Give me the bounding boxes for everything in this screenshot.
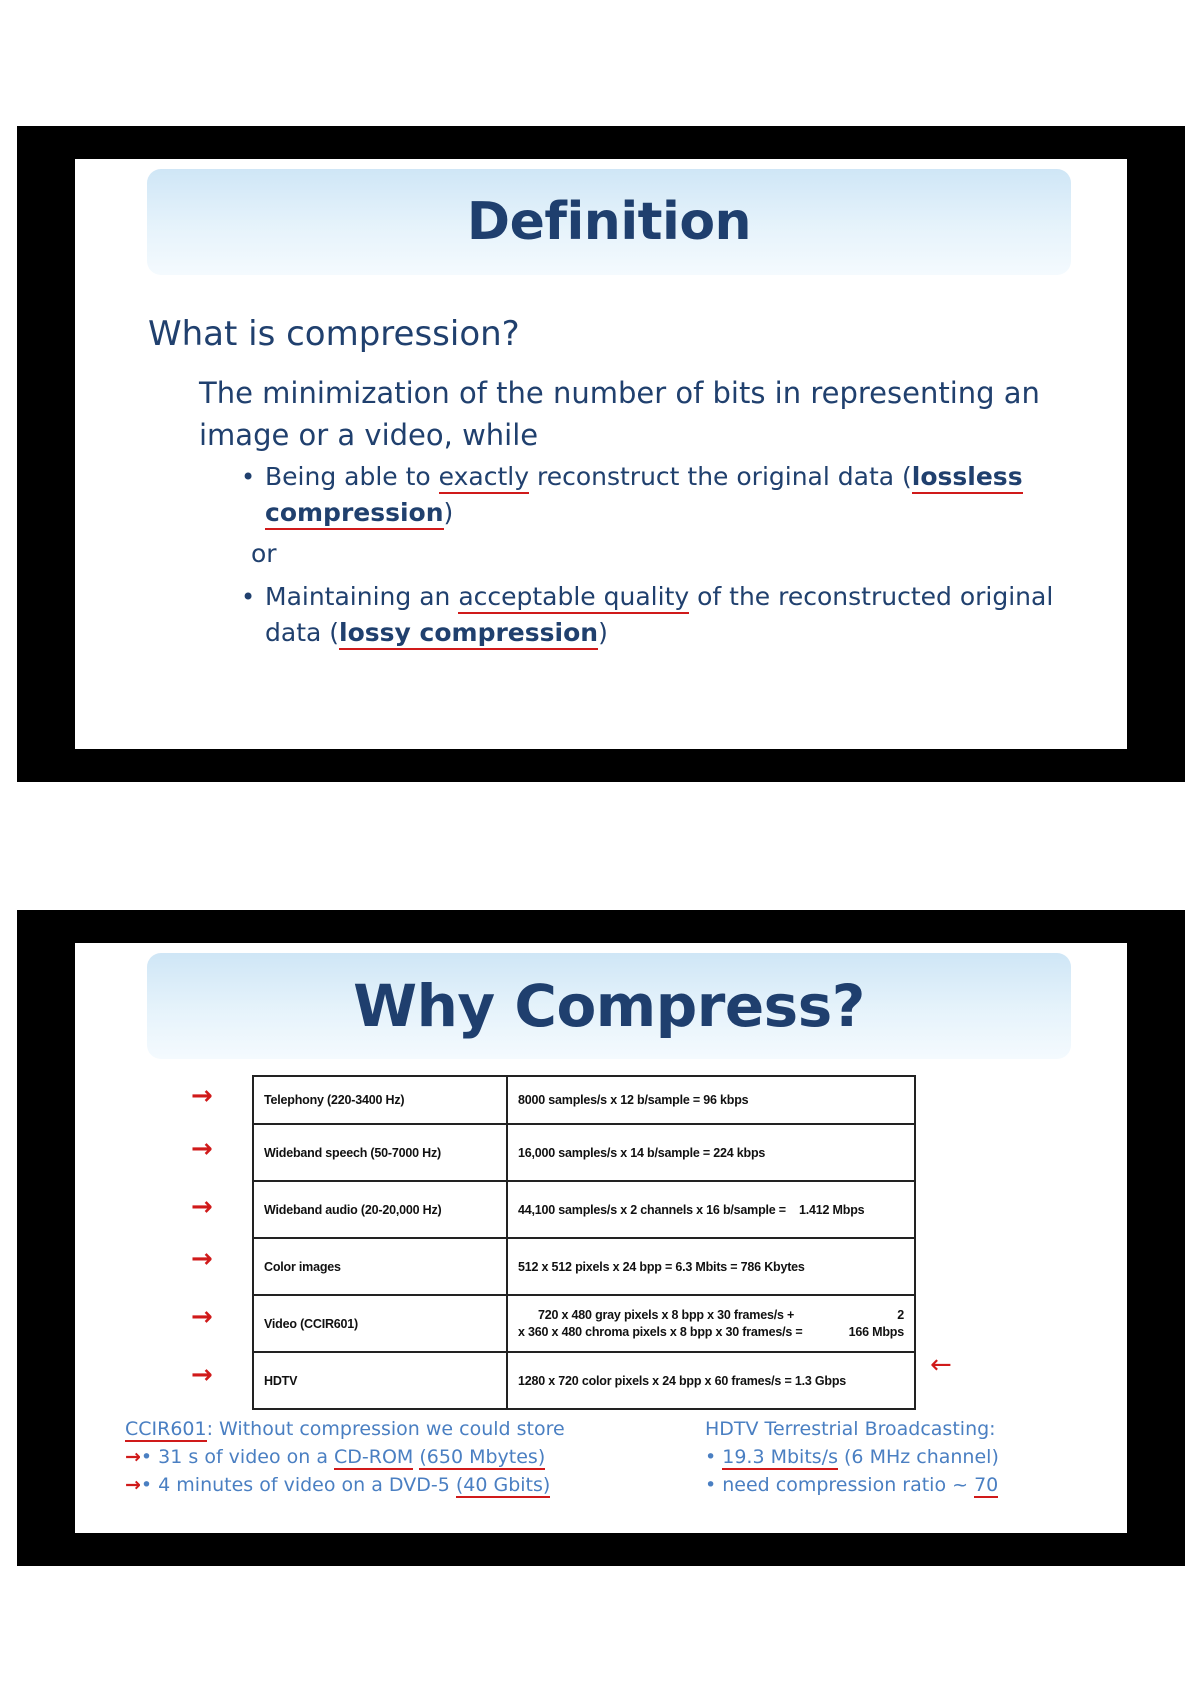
question-heading: What is compression? xyxy=(148,314,520,354)
bullet-text-underlined: acceptable quality xyxy=(458,582,689,614)
note-text: (6 MHz channel) xyxy=(837,1446,999,1468)
value-superscript: 2 xyxy=(897,1307,904,1322)
value-result: 166 Mbps xyxy=(848,1324,904,1339)
table-cell-value: 512 x 512 pixels x 24 bpp = 6.3 Mbits = 786 Kbytes xyxy=(507,1238,915,1295)
note-line xyxy=(705,1443,999,1471)
slide-frame-definition xyxy=(17,126,1185,782)
table-cell-value: 8000 samples/s x 12 b/sample = 96 kbps xyxy=(507,1076,915,1124)
table-row xyxy=(253,1238,915,1295)
note-text: • 4 minutes of video on a DVD-5 xyxy=(140,1474,456,1496)
note-line xyxy=(705,1471,999,1499)
bullet-dot: • xyxy=(241,583,256,611)
title-banner xyxy=(147,169,1071,275)
table-cell-label: Wideband speech (50-7000 Hz) xyxy=(253,1124,507,1181)
note-heading: HDTV Terrestrial Broadcasting: xyxy=(705,1418,996,1440)
value-line xyxy=(518,1307,904,1324)
bullet-line xyxy=(265,615,608,651)
bullet-text: reconstruct the original data ( xyxy=(529,462,912,491)
annotation-arrow: → xyxy=(191,1302,213,1332)
table-row xyxy=(253,1295,915,1352)
bullet-text: of the reconstructed original xyxy=(689,582,1054,611)
note-line xyxy=(125,1471,565,1499)
note-text-underlined: (40 Gbits) xyxy=(455,1474,551,1496)
annotation-arrow: → xyxy=(191,1081,213,1111)
note-text-underlined: CCIR601 xyxy=(125,1418,207,1440)
bullet-line xyxy=(265,459,1023,495)
table-cell-label: Wideband audio (20-20,000 Hz) xyxy=(253,1181,507,1238)
table-row xyxy=(253,1124,915,1181)
slide-why-compress xyxy=(75,943,1127,1533)
table-cell-value: 44,100 samples/s x 2 channels x 16 b/sample = 1.412 Mbps xyxy=(507,1181,915,1238)
bullet-text: Maintaining an xyxy=(265,582,459,611)
annotation-arrow: → xyxy=(125,1474,141,1496)
annotation-arrow: → xyxy=(191,1192,213,1222)
definition-line: image or a video, while xyxy=(199,418,539,452)
annotation-arrow: → xyxy=(191,1360,213,1390)
or-text: or xyxy=(251,539,277,568)
note-text-underlined: CD-ROM xyxy=(334,1446,414,1468)
bullet-text-bold: compression xyxy=(265,498,444,530)
bullet-line xyxy=(265,495,453,531)
table-cell-value: 16,000 samples/s x 14 b/sample = 224 kbps xyxy=(507,1124,915,1181)
slide-title: Why Compress? xyxy=(353,972,865,1040)
table-cell-label: Color images xyxy=(253,1238,507,1295)
bullet-text: Being able to xyxy=(265,462,439,491)
table-cell-label: HDTV xyxy=(253,1352,507,1409)
note-line xyxy=(125,1443,565,1471)
annotation-arrow: → xyxy=(125,1446,141,1468)
note-text: • 31 s of video on a xyxy=(140,1446,335,1468)
note-text: • xyxy=(705,1446,723,1468)
bullet-dot: • xyxy=(241,463,256,491)
definition-line: The minimization of the number of bits in representing an xyxy=(199,376,1040,410)
table-row xyxy=(253,1181,915,1238)
bullet-text: ) xyxy=(598,618,608,647)
bullet-text-bold: lossy compression xyxy=(339,618,598,650)
ccir601-note xyxy=(125,1415,565,1499)
slide-frame-why-compress xyxy=(17,910,1185,1566)
bullet-text-bold: lossless xyxy=(912,462,1023,494)
table-cell-value: 1280 x 720 color pixels x 24 bpp x 60 frames/s = 1.3 Gbps xyxy=(507,1352,915,1409)
bullet-text: ) xyxy=(443,498,454,527)
title-banner xyxy=(147,953,1071,1059)
bullet-line xyxy=(265,579,1053,615)
slide-title: Definition xyxy=(466,192,752,252)
table-row xyxy=(253,1352,915,1409)
note-text: • need compression ratio ~ xyxy=(705,1474,975,1496)
bullet-text: data ( xyxy=(265,618,340,647)
note-text-underlined: (650 Mbytes) xyxy=(419,1446,546,1468)
note-text-underlined: 70 xyxy=(974,1474,999,1496)
slide-definition xyxy=(75,159,1127,749)
table-cell-value xyxy=(507,1295,915,1352)
annotation-arrow: → xyxy=(191,1244,213,1274)
value-line xyxy=(518,1324,904,1341)
table-cell-label: Video (CCIR601) xyxy=(253,1295,507,1352)
bitrate-table xyxy=(252,1075,916,1410)
value-text: 720 x 480 gray pixels x 8 bpp x 30 frames/s + xyxy=(538,1307,795,1322)
table-cell-label: Telephony (220-3400 Hz) xyxy=(253,1076,507,1124)
note-text-underlined: 19.3 Mbits/s xyxy=(722,1446,838,1468)
bullet-text-underlined: exactly xyxy=(439,462,529,494)
note-heading xyxy=(125,1415,565,1443)
annotation-arrow-left: ← xyxy=(930,1350,952,1380)
value-text: x 360 x 480 chroma pixels x 8 bpp x 30 frames/s = xyxy=(518,1324,803,1339)
table-row xyxy=(253,1076,915,1124)
definition-paragraph xyxy=(199,372,1040,456)
hdtv-note xyxy=(705,1415,999,1499)
annotation-arrow: → xyxy=(191,1134,213,1164)
note-text: : Without compression we could store xyxy=(206,1418,565,1440)
